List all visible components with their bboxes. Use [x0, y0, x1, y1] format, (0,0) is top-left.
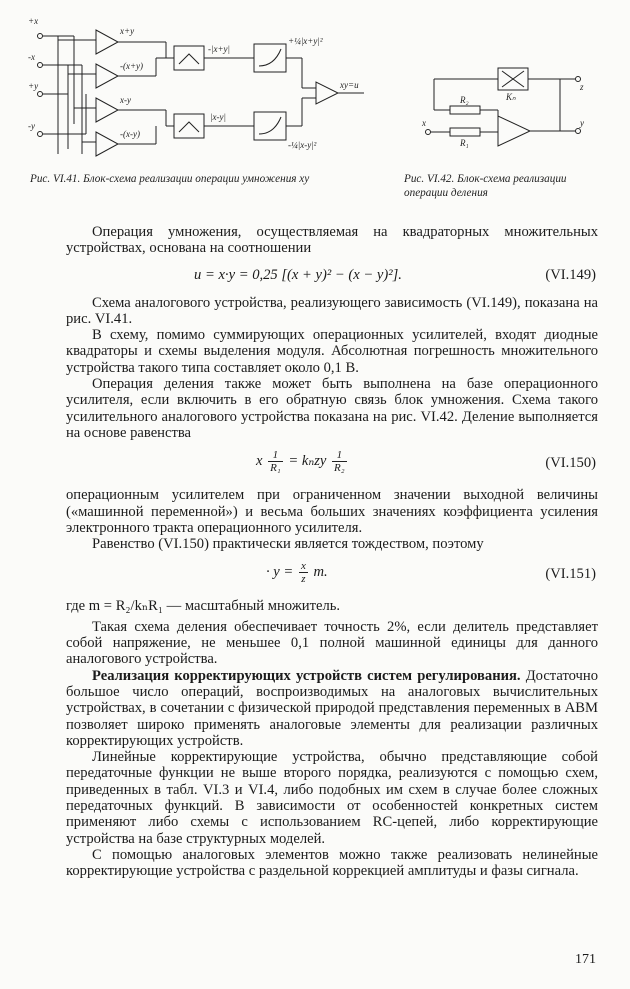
modulus-block — [174, 114, 204, 138]
paragraph: Операция умножения, осуществляемая на квадраторных множительных устройствах, основана на соотношении — [66, 224, 598, 257]
label-amp4: -(x-y) — [120, 129, 140, 139]
section-heading: Реализация корректирующих устройств систем регулирования. — [92, 667, 521, 684]
paragraph: операционным усилителем при ограниченном значении выходной величины («машинной переменной») и весьма больших значениях коэффициента усиления электронного тракта операционного усилителя. — [66, 487, 598, 536]
frac-den: R₁ — [270, 462, 281, 475]
operational-amplifier — [498, 116, 530, 146]
label-kn: Kₙ — [506, 92, 516, 102]
body-text — [66, 224, 598, 880]
fraction — [332, 449, 347, 474]
figure-vi-41-caption: Рис. VI.41. Блок-схема реализации операции умножения xy — [30, 173, 310, 185]
label-in-neg-y: -y — [28, 121, 35, 131]
paragraph: Равенство (VI.150) практически является тождеством, поэтому — [92, 536, 484, 553]
amplifier-triangle — [96, 30, 118, 54]
label-sq-top: +¼|x+y|² — [288, 36, 323, 46]
paragraph: где m = R₂/kₙR₁ — масштабный множитель. — [66, 598, 341, 615]
paragraph-text: Достаточно большое число операций, воспроизводимых на аналоговых вычислительных устройствах, в сочетании с физической природой представления переменных в АВМ позволяет широко применять аналоговые элементы для реализации различных корректирующих устройств. — [66, 667, 598, 749]
modulus-block — [174, 46, 204, 70]
label-x: x — [422, 118, 426, 128]
frac-num: 1 — [332, 449, 347, 462]
eq-term: x — [256, 453, 263, 470]
label-in-x: +x — [28, 16, 39, 26]
equation-formula — [266, 560, 328, 585]
resistor-r1 — [450, 128, 480, 136]
input-terminal — [38, 34, 43, 39]
label-y: y — [580, 118, 584, 128]
paragraph: Линейные корректирующие устройства, обычно представляющие собой передаточные функции не выше второго порядка, реализуются с помощью схем, приведенных в табл. VI.3 и VI.4, либо подобных им схем в случае более сложных передаточных функций. В зависимости от особенностей конкретных систем применяют либо схемы с использованием RC-цепей, либо корректирующие устройства на базе структурных моделей. — [66, 749, 598, 847]
equation-number: (VI.151) — [545, 566, 596, 583]
page-number: 171 — [575, 952, 596, 967]
frac-den: z — [301, 573, 306, 586]
resistor-r2 — [450, 106, 480, 114]
label-amp2: -(x+y) — [120, 61, 144, 71]
figure-vi-42-caption: Рис. VI.42. Блок-схема реализации операции деления — [404, 173, 567, 199]
equation-formula — [256, 449, 349, 474]
label-mod-bot: |x-y| — [210, 112, 226, 122]
amplifier-triangle — [96, 98, 118, 122]
label-z: z — [580, 82, 584, 92]
equation-vi-149 — [66, 257, 598, 295]
label-r1: R₁ — [460, 138, 469, 148]
input-terminal — [38, 63, 43, 68]
amplifier-triangle — [96, 64, 118, 88]
label-sq-bot: -¼|x-y|² — [288, 140, 317, 150]
amplifier-triangle — [96, 132, 118, 156]
label-r2: R₂ — [460, 95, 469, 105]
paragraph: Операция деления также может быть выполнена на базе операционного усилителя, если включить в его обратную связь блок умножения. Схема такого усилительного аналогового устройства показана на рис. VI.42. Деление выполняется на основе равенства — [66, 376, 598, 441]
label-amp3: x-y — [120, 95, 131, 105]
label-mod-top: -|x+y| — [208, 44, 231, 54]
label-out: xy=u — [340, 80, 359, 90]
fraction — [299, 560, 308, 585]
summing-amplifier — [316, 82, 338, 104]
frac-num: 1 — [268, 449, 283, 462]
figure-vi-42 — [420, 60, 600, 160]
paragraph: В схему, помимо суммирующих операционных усилителей, входят диодные квадраторы и схемы выделения модуля. Абсолютная погрешность множительного устройства такого типа составляет около 0,1 В. — [66, 327, 598, 376]
paragraph: Схема аналогового устройства, реализующего зависимость (VI.149), показана на рис. VI.41. — [66, 294, 598, 327]
paragraph: Такая схема деления обеспечивает точность 2%, если делитель представляет собой напряжение, не меньшее 0,1 полной машинной единицы для данного аналогового устройства. — [66, 618, 598, 668]
label-in-y: +y — [28, 81, 39, 91]
label-amp1: x+y — [120, 26, 135, 36]
squarer-block — [254, 112, 286, 140]
squarer-block — [254, 44, 286, 72]
frac-den: R₂ — [334, 462, 345, 475]
eq-term: · y = — [266, 564, 294, 581]
figure-vi-41 — [28, 14, 368, 164]
label-in-neg-x: -x — [28, 52, 35, 62]
fraction — [268, 449, 283, 474]
paragraph — [66, 668, 598, 749]
eq-term: = kₙzy — [288, 453, 327, 470]
equation-formula: u = x·y = 0,25 [(x + y)² − (x − y)²]. — [194, 266, 402, 283]
equation-number: (VI.149) — [545, 266, 596, 283]
equation-number: (VI.150) — [545, 455, 596, 472]
equation-vi-150 — [66, 441, 598, 487]
input-terminal — [38, 92, 43, 97]
input-terminal — [38, 132, 43, 137]
frac-num: x — [300, 560, 306, 573]
paragraph: С помощью аналоговых элементов можно также реализовать нелинейные корректирующие устройства с раздельной коррекцией амплитуды и фазы сигнала. — [66, 846, 598, 880]
eq-term: m. — [313, 564, 328, 581]
equation-vi-151 — [66, 552, 598, 598]
